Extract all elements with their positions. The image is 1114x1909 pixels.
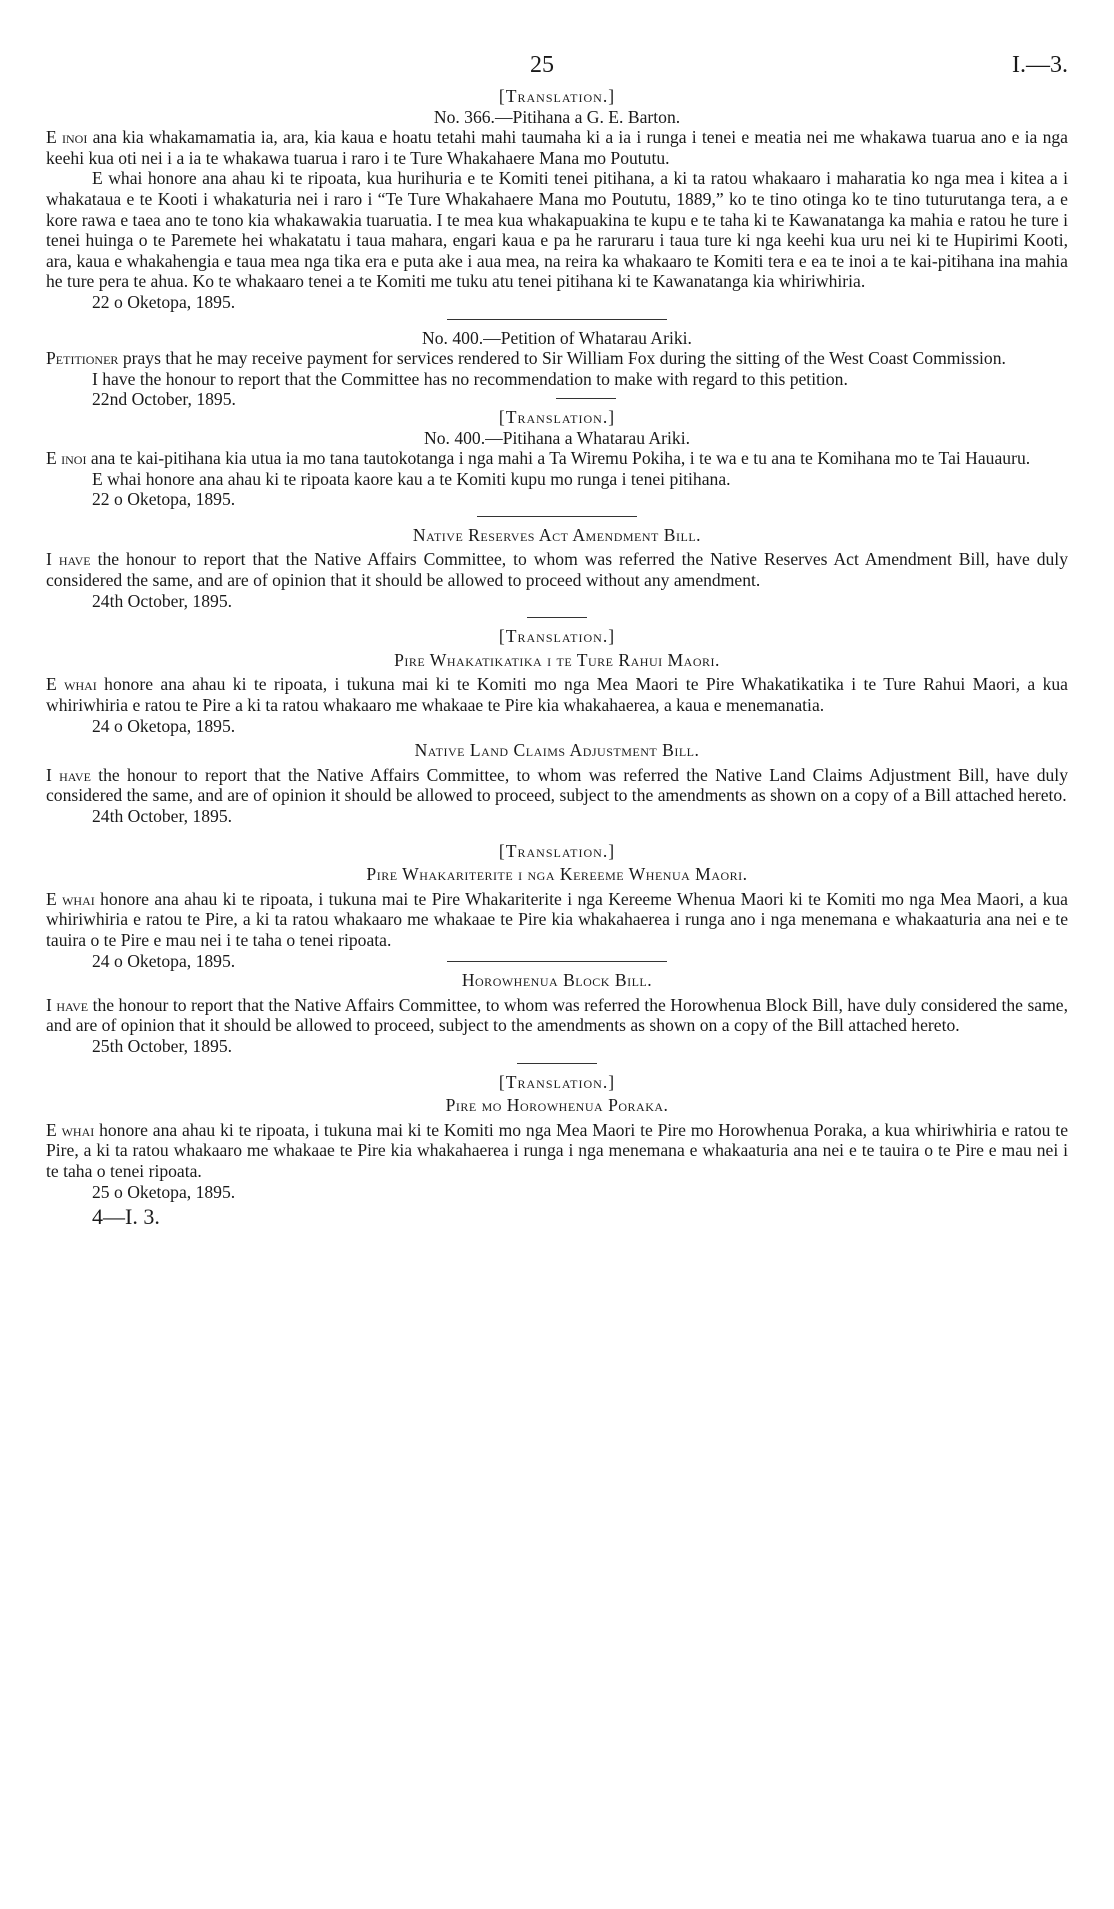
divider <box>447 961 667 962</box>
section-horowhenua-translation <box>46 1072 1068 1203</box>
divider <box>527 617 587 618</box>
paragraph <box>46 127 1068 168</box>
paragraph-text: prays that he may receive payment for services rendered to Sir William Fox during the sitting of the West Coast Commission. <box>118 348 1006 369</box>
divider <box>517 1063 597 1064</box>
paragraph: E whai honore ana ahau ki te ripoata kaore kau a te Komiti kupu mo runga i tenei pitihana. <box>92 468 731 489</box>
section-land-claims-bill <box>46 740 1068 826</box>
section-native-reserves-translation <box>46 626 1068 736</box>
section-title: Horowhenua Block Bill. <box>461 970 653 991</box>
section-petition-366-translation <box>46 86 1068 313</box>
section-title: Pire Whakatikatika i te Ture Rahui Maori. <box>394 649 720 670</box>
divider <box>556 398 616 399</box>
paragraph <box>46 1120 1068 1182</box>
paragraph-lead: E whai <box>46 1119 95 1140</box>
translation-label: [Translation.] <box>498 1071 616 1092</box>
paragraph-lead: E whai <box>46 888 95 909</box>
paragraph-lead: I have <box>46 764 91 785</box>
paragraph: E whai honore ana ahau ki te ripoata, kua hurihuria e te Komiti tenei pitihana, a ki ta ratou whakaaro i maharatia ko nga mea i kitea a i whakataua e te Kooti i whakaturia nei i raro i “Te Ture Whakahaere Mana mo Poututu, 1889,” ko te tino otinga ko te tino tuturutanga tera, a e kore rawa e taea ano te tono kia whakawakia tuaruatia. I te mea kua whakapuakina te kupu e te taha ki te Kawanatanga ka mahia e ratou he ture i tenei huinga o te Paremete hei whakatatu i taua mahara, engari kaua e pa he raruraru i taua ture ki nga keehi kua uru nei ki te Hupirimi Kooti, ara, kaua e whakahengia e taua mea nga tika era e puta ake i aua mea, na reira ka whakaaro te Komiti tera e ea te inoi a te kai-pitihana ina mahia he ture pera te ahua. Ko te whakaaro tenei a te Komiti me tuku atu tenei pitihana ki te Kawanatanga kia whiriwhiria. <box>46 168 1068 292</box>
document-page <box>46 52 1068 1230</box>
paragraph-text: ana kia whakamamatia ia, ara, kia kaua e hoatu tetahi mahi taumaha ki a ia i runga i tenei e meatia nei me whakawa tuarua ano e ia nga keehi kua oti nei i a ia te whakawa tuarua i raro i te Ture Whakahaere Mana mo Poututu. <box>46 127 1068 168</box>
section-petition-400-translation <box>46 407 1068 510</box>
paragraph-text: the honour to report that the Native Affairs Committee, to whom was referred the Native Reserves Act Amendment Bill, have duly considered the same, and are of opinion that it should be allowed to proceed without any amendment. <box>46 549 1068 591</box>
paragraph-lead: E inoi <box>46 127 88 148</box>
translation-label: [Translation.] <box>498 626 616 647</box>
date-line: 24th October, 1895. <box>92 590 233 611</box>
date-line: 25th October, 1895. <box>92 1035 233 1056</box>
paragraph-text: the honour to report that the Native Affairs Committee, to whom was referred the Native Land Claims Adjustment Bill, have duly considered the same, and are of opinion it should be allowed to proceed, subject to the amendments as shown on a copy of a Bill attached hereto. <box>46 764 1068 806</box>
paragraph-lead: I have <box>46 994 89 1015</box>
section-horowhenua-bill <box>46 970 1068 1056</box>
paragraph-lead: E whai <box>46 674 97 695</box>
paragraph: I have the honour to report that the Committee has no recommendation to make with regard to this petition. <box>92 368 848 389</box>
paragraph-text: honore ana ahau ki te ripoata, i tukuna mai ki te Komiti mo nga Mea Maori te Pire mo Horowhenua Poraka, a kua whiriwhiria e ratou te Pire, a ki ta ratou whakaaro me whakaae te Pire kia whakahaerea i runga i nga menemana e whakaaturia ana nei e te tauira o te Pire e mau nei i te taha o tenei ripoata. <box>46 1119 1068 1181</box>
divider <box>477 516 637 517</box>
section-native-reserves-bill <box>46 525 1068 611</box>
paragraph-text: ana te kai-pitihana kia utua ia mo tana tautokotanga i nga mahi a Ta Wiremu Pokiha, i te wa e tu ana te Komihana mo te Tai Hauauru. <box>86 448 1031 469</box>
section-title: No. 366.—Pitihana a G. E. Barton. <box>433 106 681 127</box>
section-title: No. 400.—Petition of Whatarau Ariki. <box>422 327 692 348</box>
signature-mark: 4—I. 3. <box>92 1204 160 1230</box>
paragraph-lead: I have <box>46 549 91 570</box>
paragraph <box>46 448 1068 469</box>
paragraph-text: honore ana ahau ki te ripoata, i tukuna mai ki te Komiti mo nga Mea Maori te Pire Whakatikatika i te Ture Rahui Maori, a kua whiriwhiria e ratou te Pire a ki ta ratou whakaaro me whakaae te Pire kia whakahaerea, a kaua e menemanatia. <box>46 674 1068 716</box>
page-number: 25 <box>530 52 554 78</box>
translation-label: [Translation.] <box>498 840 616 861</box>
section-title: No. 400.—Pitihana a Whatarau Ariki. <box>424 427 690 448</box>
paragraph-lead: Petitioner <box>46 348 119 369</box>
section-land-claims-translation <box>46 841 1068 972</box>
date-line: 24 o Oketopa, 1895. <box>92 950 236 971</box>
paragraph <box>46 549 1068 590</box>
paragraph <box>46 674 1068 715</box>
translation-label: [Translation.] <box>498 86 616 106</box>
section-title: Native Reserves Act Amendment Bill. <box>412 524 702 545</box>
paragraph-lead: E inoi <box>46 448 87 469</box>
paragraph <box>46 348 1068 369</box>
date-line: 25 o Oketopa, 1895. <box>92 1181 236 1202</box>
date-line: 24th October, 1895. <box>92 806 233 826</box>
date-line: 24 o Oketopa, 1895. <box>92 715 236 736</box>
translation-label: [Translation.] <box>498 406 616 427</box>
date-line: 22 o Oketopa, 1895. <box>92 489 236 510</box>
paragraph <box>46 995 1068 1036</box>
divider <box>447 319 667 320</box>
paragraph-text: the honour to report that the Native Affairs Committee, to whom was referred the Horowhenua Block Bill, have duly considered the same, and are of opinion that it should be allowed to proceed, subject to the amendments as shown on a copy of the Bill attached hereto. <box>46 994 1069 1036</box>
section-title: Pire Whakariterite i nga Kereeme Whenua Maori. <box>366 864 748 885</box>
section-title: Native Land Claims Adjustment Bill. <box>414 740 700 761</box>
document-reference: I.—3. <box>1012 52 1068 78</box>
page-header <box>46 52 1068 86</box>
paragraph <box>46 889 1068 951</box>
paragraph <box>46 765 1068 806</box>
date-line: 22nd October, 1895. <box>92 389 236 410</box>
date-line: 22 o Oketopa, 1895. <box>92 291 236 312</box>
section-title: Pire mo Horowhenua Poraka. <box>445 1095 669 1116</box>
paragraph-text: honore ana ahau ki te ripoata, i tukuna mai te Pire Whakariterite i nga Kereeme Whenua Maori ki te Komiti mo nga Mea Maori, a kua whiriwhiria e ratou te Pire, a ki ta ratou whakaaro me whakaae te Pire kia whakahaerea i runga ano i nga menemana e whakaaturia ana nei e te tauira o te Pire e mau nei i te taha o tenei ripoata. <box>46 888 1068 950</box>
